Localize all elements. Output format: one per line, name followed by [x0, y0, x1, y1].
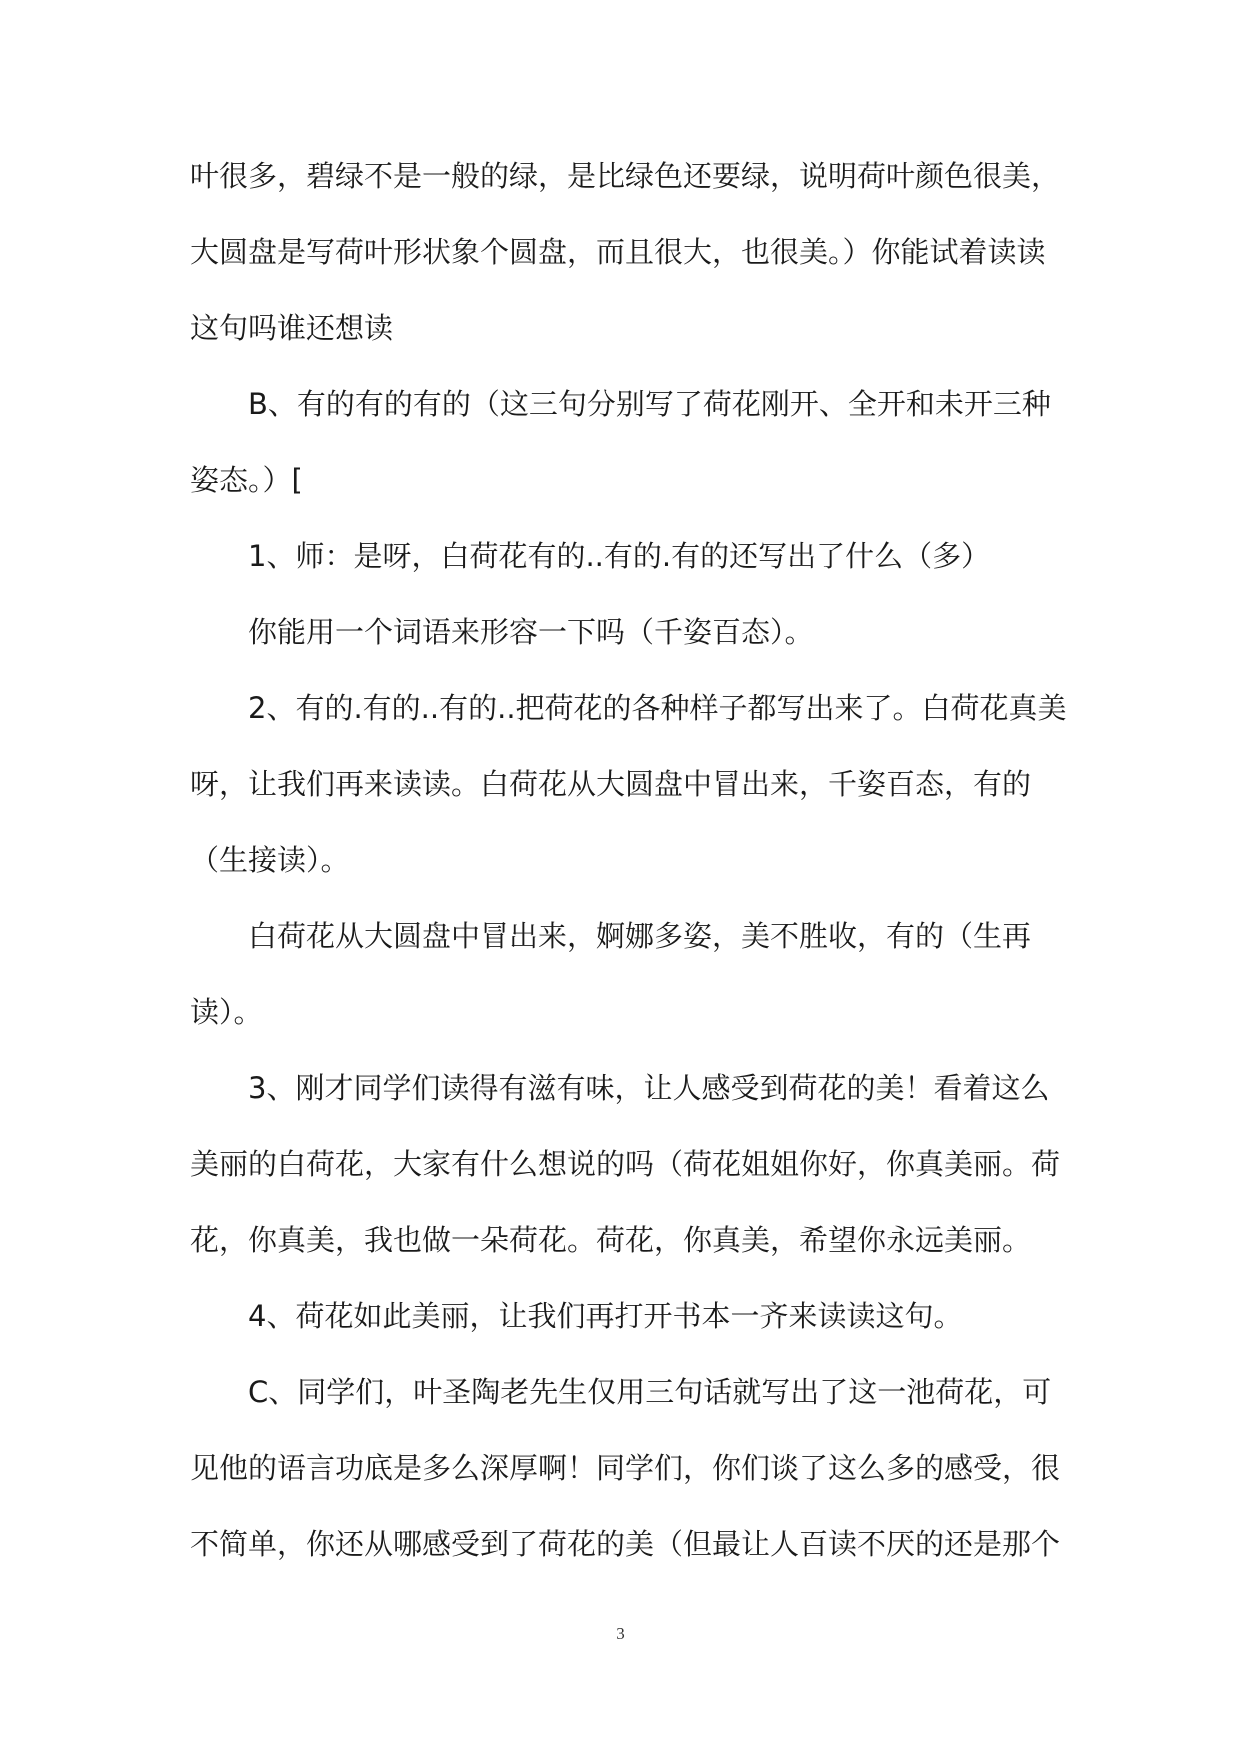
text-line: 这句吗谁还想读 [190, 311, 394, 345]
paragraph [190, 366, 1050, 518]
text-line: 白荷花从大圆盘中冒出来，婀娜多姿，美不胜收，有的（生再 [248, 919, 1032, 953]
paragraph [190, 1050, 1061, 1278]
text-line: C、同学们，叶圣陶老先生仅用三句话就写出了这一池荷花，可 [248, 1375, 1052, 1409]
paragraph [190, 670, 1067, 898]
page-number: 3 [616, 1624, 625, 1643]
paragraph [190, 518, 1050, 594]
paragraph [190, 898, 1050, 1050]
text-line: 美丽的白荷花，大家有什么想说的吗（荷花姐姐你好，你真美丽。荷 [190, 1147, 1061, 1181]
paragraph [190, 594, 1050, 670]
text-line: 大圆盘是写荷叶形状象个圆盘，而且很大，也很美。）你能试着读读 [190, 235, 1046, 269]
text-line: 3、刚才同学们读得有滋有味，让人感受到荷花的美！看着这么 [248, 1071, 1050, 1105]
text-line: 你能用一个词语来形容一下吗（千姿百态）。 [248, 615, 814, 649]
text-line: B、有的有的有的（这三句分别写了荷花刚开、全开和未开三种 [248, 387, 1051, 421]
text-line: 1、师：是呀，白荷花有的..有的.有的还写出了什么（多） [248, 539, 991, 573]
text-line: 花，你真美，我也做一朵荷花。荷花，你真美，希望你永远美丽。 [190, 1223, 1032, 1257]
text-line: 读）。 [190, 995, 263, 1029]
body-text [190, 138, 1067, 1582]
paragraph [190, 1278, 1050, 1354]
paragraph [190, 1354, 1061, 1582]
text-line: 姿态。）[ [190, 463, 303, 497]
text-line: 不简单，你还从哪感受到了荷花的美（但最让人百读不厌的还是那个 [190, 1527, 1061, 1561]
text-line: 叶很多，碧绿不是一般的绿，是比绿色还要绿，说明荷叶颜色很美， [190, 159, 1061, 193]
text-line: 呀，让我们再来读读。白荷花从大圆盘中冒出来，千姿百态，有的 [190, 767, 1032, 801]
text-line: 见他的语言功底是多么深厚啊！同学们，你们谈了这么多的感受，很 [190, 1451, 1061, 1485]
paragraph [190, 138, 1061, 366]
text-line: （生接读）。 [190, 843, 350, 877]
text-line: 4、荷花如此美丽，让我们再打开书本一齐来读读这句。 [248, 1299, 963, 1333]
text-line: 2、有的.有的..有的..把荷花的各种样子都写出来了。白荷花真美 [248, 691, 1067, 725]
